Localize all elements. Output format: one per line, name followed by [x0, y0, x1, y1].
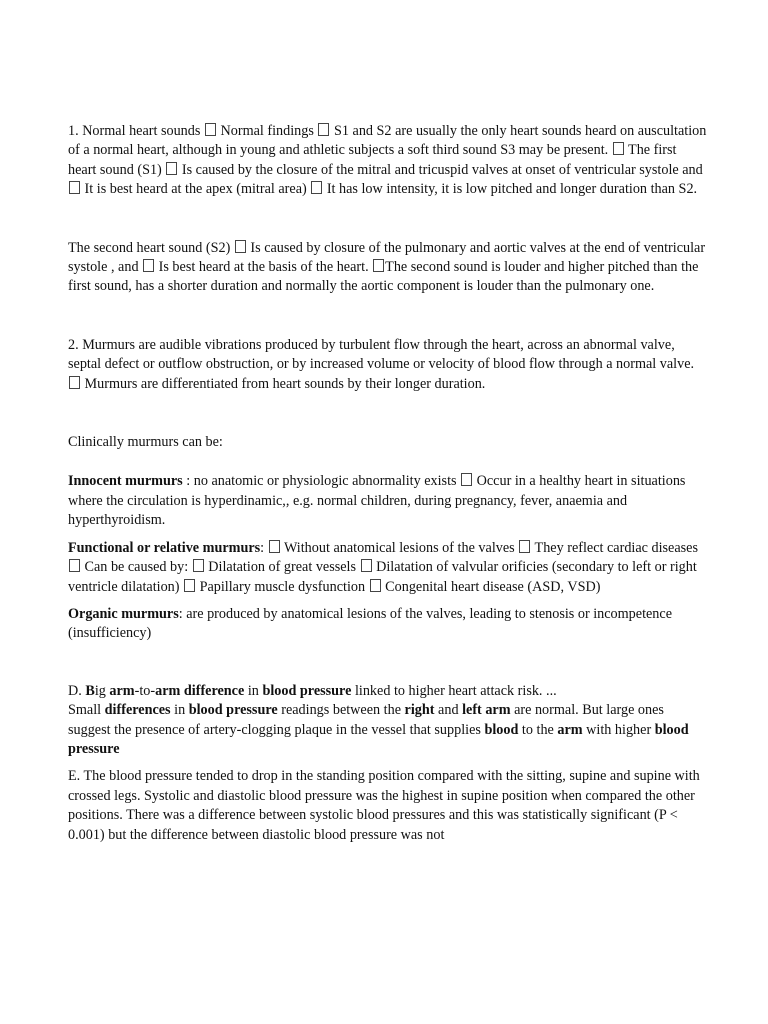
- missing-glyph-icon: [184, 579, 195, 592]
- missing-glyph-icon: [613, 142, 624, 155]
- missing-glyph-icon: [311, 181, 322, 194]
- missing-glyph-icon: [235, 240, 246, 253]
- document-page: [68, 122, 708, 845]
- paragraph-clinically: Clinically murmurs can be:: [68, 434, 223, 451]
- missing-glyph-icon: [69, 376, 80, 389]
- missing-glyph-icon: [370, 579, 381, 592]
- missing-glyph-icon: [193, 559, 204, 572]
- paragraph-organic-murmurs: Organic murmurs: are produced by anatomical lesions of the valves, leading to stenosis or incompetence (insufficiency): [68, 605, 672, 642]
- missing-glyph-icon: [361, 559, 372, 572]
- missing-glyph-icon: [373, 259, 384, 272]
- missing-glyph-icon: [69, 181, 80, 194]
- paragraph-functional-murmurs: Functional or relative murmurs: Without anatomical lesions of the valves They reflect cardiac diseases Can be caused by: Dilatation of great vessels Dilatation of valvular orificies (secondary to left or right ventricle dilatation) Papillary muscle dysfunction Congenital heart disease (ASD, VSD): [68, 539, 698, 595]
- missing-glyph-icon: [205, 123, 216, 136]
- missing-glyph-icon: [269, 540, 280, 553]
- missing-glyph-icon: [166, 162, 177, 175]
- paragraph-second-heart-sound: The second heart sound (S2) Is caused by closure of the pulmonary and aortic valves at the end of ventricular systole , and Is best heard at the basis of the heart. The second sound is louder and higher pitched than the first sound, has a shorter duration and normally the aortic component is louder than the pulmonary one.: [68, 239, 706, 295]
- paragraph-normal-heart-sounds: 1. Normal heart sounds Normal findings S1 and S2 are usually the only heart sounds heard on auscultation of a normal heart, although in young and athletic subjects a soft third sound S3 may be present. The first heart sound (S1) Is caused by the closure of the mitral and tricuspid valves at onset of ventricular systole and It is best heard at the apex (mitral area) It has low intensity, it is low pitched and longer duration than S2.: [68, 123, 707, 198]
- missing-glyph-icon: [318, 123, 329, 136]
- paragraph-innocent-murmurs: Innocent murmurs : no anatomic or physiologic abnormality exists Occur in a healthy heart in situations where the circulation is hyperdinamic,, e.g. normal children, during pregnancy, fever, anaemia and hyperthyroidism.: [68, 473, 686, 529]
- missing-glyph-icon: [519, 540, 530, 553]
- missing-glyph-icon: [143, 259, 154, 272]
- paragraph-arm-difference: D. Big arm-to-arm difference in blood pressure linked to higher heart attack risk. ... Small differences in blood pressure readings between the right and left arm are normal. But large ones suggest the presence of artery-clogging plaque in the vessel that supplies blood to the arm with higher blood pressure: [68, 682, 689, 757]
- paragraph-blood-pressure-positions: E. The blood pressure tended to drop in the standing position compared with the sitting, supine and supine with crossed legs. Systolic and diastolic blood pressure was the highest in supine position when compared the other positions. There was a difference between systolic blood pressures and this was statistically significant (P < 0.001) but the difference between diastolic blood pressure was not: [68, 768, 700, 843]
- missing-glyph-icon: [69, 559, 80, 572]
- missing-glyph-icon: [461, 473, 472, 486]
- paragraph-murmurs: 2. Murmurs are audible vibrations produced by turbulent flow through the heart, across an abnormal valve, septal defect or outflow obstruction, or by increased volume or velocity of blood flow through a normal valve. Murmurs are differentiated from heart sounds by their longer duration.: [68, 336, 695, 392]
